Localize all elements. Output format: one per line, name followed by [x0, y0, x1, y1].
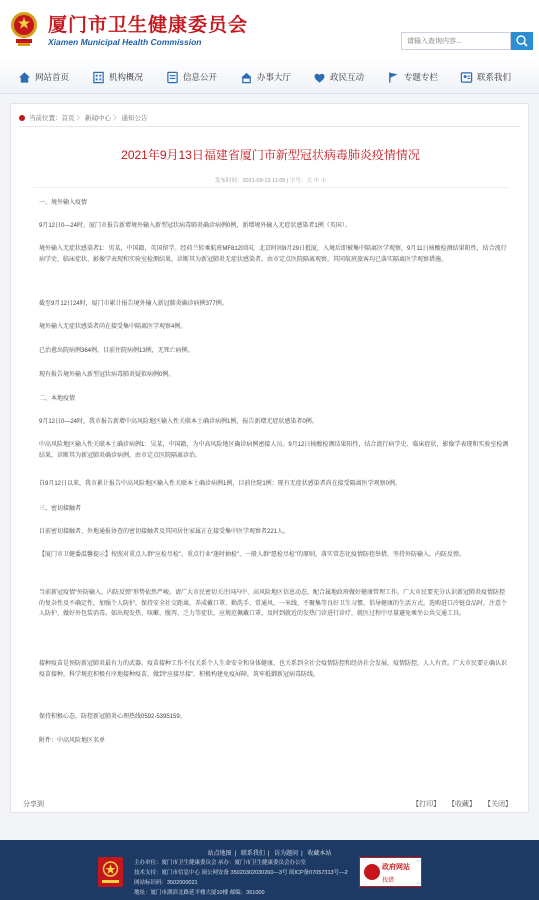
- nav-label: 专题专栏: [404, 72, 439, 82]
- article-meta: 发布时间：2021-09-13 11:05 | 字号：大 中 小: [214, 178, 327, 184]
- nav-item-services[interactable]: [240, 69, 291, 85]
- favorite-button[interactable]: 【收藏】: [448, 801, 477, 808]
- footer-link-questions[interactable]: 访为题问: [274, 851, 299, 857]
- article-paragraph: 自9月12日以来，我市累计报告中高风险地区输入性关联本土确诊病例1例，目前住院1例；现有无症状感染者尚在接受隔离医学观察0例。: [39, 481, 402, 487]
- divider: [33, 187, 508, 188]
- article-paragraph: 已治愈出院病例364例，目前住院病例13例，无死亡病例。: [39, 348, 194, 354]
- section-heading: 二、本地疫情: [39, 396, 76, 402]
- search-button[interactable]: [511, 32, 533, 50]
- contact-icon: [460, 71, 473, 84]
- article-paragraph: 9月12日0—24时，我市报告新增中高风险地区输入性关联本土确诊病例1例，报告新增无症状感染者0例。: [39, 419, 318, 425]
- article-paragraph: 接种疫苗是预防新冠肺炎最有力的武器。疫苗接种工作不仅关系个人生命安全和身体健康，也关系到全社会疫情防控和经济社会发展，疫情防控，人人有责。广大市民要正确认识疫苗接种，科学规范积极有序地接种疫苗，做到“应接尽接”，积极构建免疫屏障，筑牢抵御新冠病毒防线。: [39, 661, 508, 678]
- service-icon: [240, 71, 253, 84]
- heart-icon: [313, 71, 326, 84]
- breadcrumb: [19, 113, 148, 122]
- home-icon: [18, 71, 31, 84]
- nav-item-home[interactable]: [18, 69, 69, 85]
- print-button[interactable]: 【打印】: [412, 801, 441, 808]
- nav-item-info[interactable]: [166, 69, 217, 85]
- article-paragraph: 保持积极心态，防控新冠肺炎心理热线0592-5395159。: [39, 714, 186, 720]
- breadcrumb-item-home[interactable]: 首页: [61, 115, 75, 122]
- building-icon: [92, 71, 105, 84]
- article-title: 2021年9月13日福建省厦门市新型冠状病毒肺炎疫情情况: [121, 148, 420, 162]
- nav-label: 联系我们: [477, 72, 512, 82]
- article-paragraph: 当前新冠疫情“外防输入、内防反弹”形势依然严峻。请广大市民密切关注国内中、高风险地区信息动态，配合属地政府做好健康管理工作。广大市民要充分认识新冠肺炎疫情防控的复杂性及不确定性，加强个人防护，保持安全社交距离，养成戴口罩、勤洗手、常通风、一米线、不聚集等良好卫生习惯，倡导健康的生活方式。选购进口冷链食品时，注意个人防护，做好外包装消毒。如出现发热、咳嗽、腹泻、乏力等症状，应规范佩戴口罩，及时到就近的发热门诊进行诊疗，就医过程中尽量避免乘坐公共交通工具。: [39, 590, 508, 617]
- site-subtitle: Xiamen Municipal Health Commission: [48, 37, 202, 47]
- gov-badge-title: 政府网站: [382, 864, 410, 871]
- nav-label: 政民互动: [330, 72, 365, 82]
- nav-label: 机构概况: [109, 72, 144, 82]
- document-icon: [166, 71, 179, 84]
- nav-item-about[interactable]: [92, 69, 143, 85]
- site-header: [0, 0, 539, 58]
- nav-item-topics[interactable]: [387, 69, 438, 85]
- footer-link-sitemap[interactable]: 站点地图: [207, 851, 232, 857]
- nav-item-interaction[interactable]: [313, 69, 364, 85]
- breadcrumb-separator: 〉: [113, 115, 120, 122]
- search-input[interactable]: [401, 32, 511, 50]
- site-title[interactable]: 厦门市卫生健康委员会: [48, 15, 249, 36]
- article-paragraph: 境外输入无症状感染者1：男某，中国籍，英国留学。经荷兰转乘航班MF812回国，北京时间8月29日抵厦，入境后即被集中隔离医学观察，9月11日核酸检测结果阳性，结合流行病学史、临床症状、影像学表现和实验室检测结果，诊断其为新冠肺炎无症状感染者，由市定点医院隔离观察。其同航班旅客均已落实隔离医学观察措施。: [39, 246, 507, 263]
- national-emblem-icon: [9, 8, 39, 48]
- footer-link-bookmark[interactable]: 收藏本站: [307, 851, 332, 857]
- article-paragraph: 【厦门市卫健委温馨提示】按照对重点人群“应检尽检”、重点行业“逢时抽检”、一般人群“愿检尽检”的原则，落实常态化疫情防控举措，坚持外防输入、内防反弹。: [39, 552, 465, 558]
- section-heading: 一、境外输入疫情: [39, 200, 88, 206]
- site-footer: [0, 840, 539, 900]
- article-paragraph: 现有报告境外输入新型冠状病毒肺炎疑似病例0例。: [39, 372, 175, 378]
- footer-tech-support: 技术支持：厦门市信息中心 闽公网安备 35020302030260—3号 闽ICP备07057313号—2: [134, 870, 348, 876]
- footer-links: 站点地图 | 联系我们 | 访为题问 | 收藏本站: [207, 851, 332, 857]
- divider: [19, 126, 520, 127]
- search-icon: [511, 32, 533, 50]
- gov-badge-subtitle: 找错: [382, 878, 395, 884]
- article-paragraph: 9月12日0—24时，厦门市报告新增境外输入新型冠状病毒肺炎确诊病例0例，新增境外输入无症状感染者1例（英国）。: [39, 223, 351, 229]
- nav-label: 网站首页: [35, 72, 70, 82]
- breadcrumb-separator: 〉: [76, 115, 83, 122]
- breadcrumb-item-notice[interactable]: 通知公告: [121, 115, 148, 122]
- flag-icon: [387, 71, 400, 84]
- footer-address: 地址：厦门市湖滨北路延平楼大厦10楼 邮编：361000: [134, 890, 265, 896]
- nav-label: 办事大厅: [257, 72, 292, 82]
- article-paragraph: 境外输入无症状感染者尚在接受集中隔离医学观察4例。: [39, 324, 187, 330]
- nav-item-contact[interactable]: [460, 69, 511, 85]
- section-heading: 三、密切接触者: [39, 506, 82, 512]
- article-paragraph: 中高风险地区输入性关联本土确诊病例1：吴某，中国籍，为中高风险地区确诊病例密接人员。9月12日核酸检测结果阳性，结合流行病学史、临床症状、影像学表现和实验室检测结果，诊断其为新冠肺炎确诊病例，由市定点医院隔离诊治。: [39, 442, 509, 459]
- gov-website-error-badge[interactable]: [359, 857, 422, 887]
- nav-label: 信息公开: [183, 72, 218, 82]
- share-label[interactable]: 分享到: [23, 801, 44, 808]
- breadcrumb-prefix: 当前位置：: [29, 115, 62, 122]
- main-nav: [0, 58, 539, 94]
- breadcrumb-item-news[interactable]: 新闻中心: [85, 115, 111, 122]
- attachment-link[interactable]: 附件：中高风险地区名单: [39, 738, 106, 744]
- article-paragraph: 截至9月12日24时，厦门市累计报告境外输入新冠肺炎确诊病例377例。: [39, 301, 228, 307]
- content-panel: [10, 103, 529, 813]
- gov-badge-icon: [364, 864, 380, 880]
- location-icon: [19, 115, 25, 121]
- close-button[interactable]: 【关闭】: [484, 801, 512, 808]
- article-tools: [406, 799, 512, 809]
- party-government-logo-icon: [98, 857, 123, 887]
- article-paragraph: 目前密切接触者、外地通报协查的密切接触者及其同居住家属正在接受集中医学观察者221人。: [39, 529, 290, 535]
- footer-organizer: 主办单位：厦门市卫生健康委员会 承办：厦门市卫生健康委员会办公室: [134, 860, 307, 866]
- footer-site-code: 网站标识码：3502000021: [134, 880, 198, 886]
- footer-link-contact[interactable]: 联系我们: [240, 851, 265, 857]
